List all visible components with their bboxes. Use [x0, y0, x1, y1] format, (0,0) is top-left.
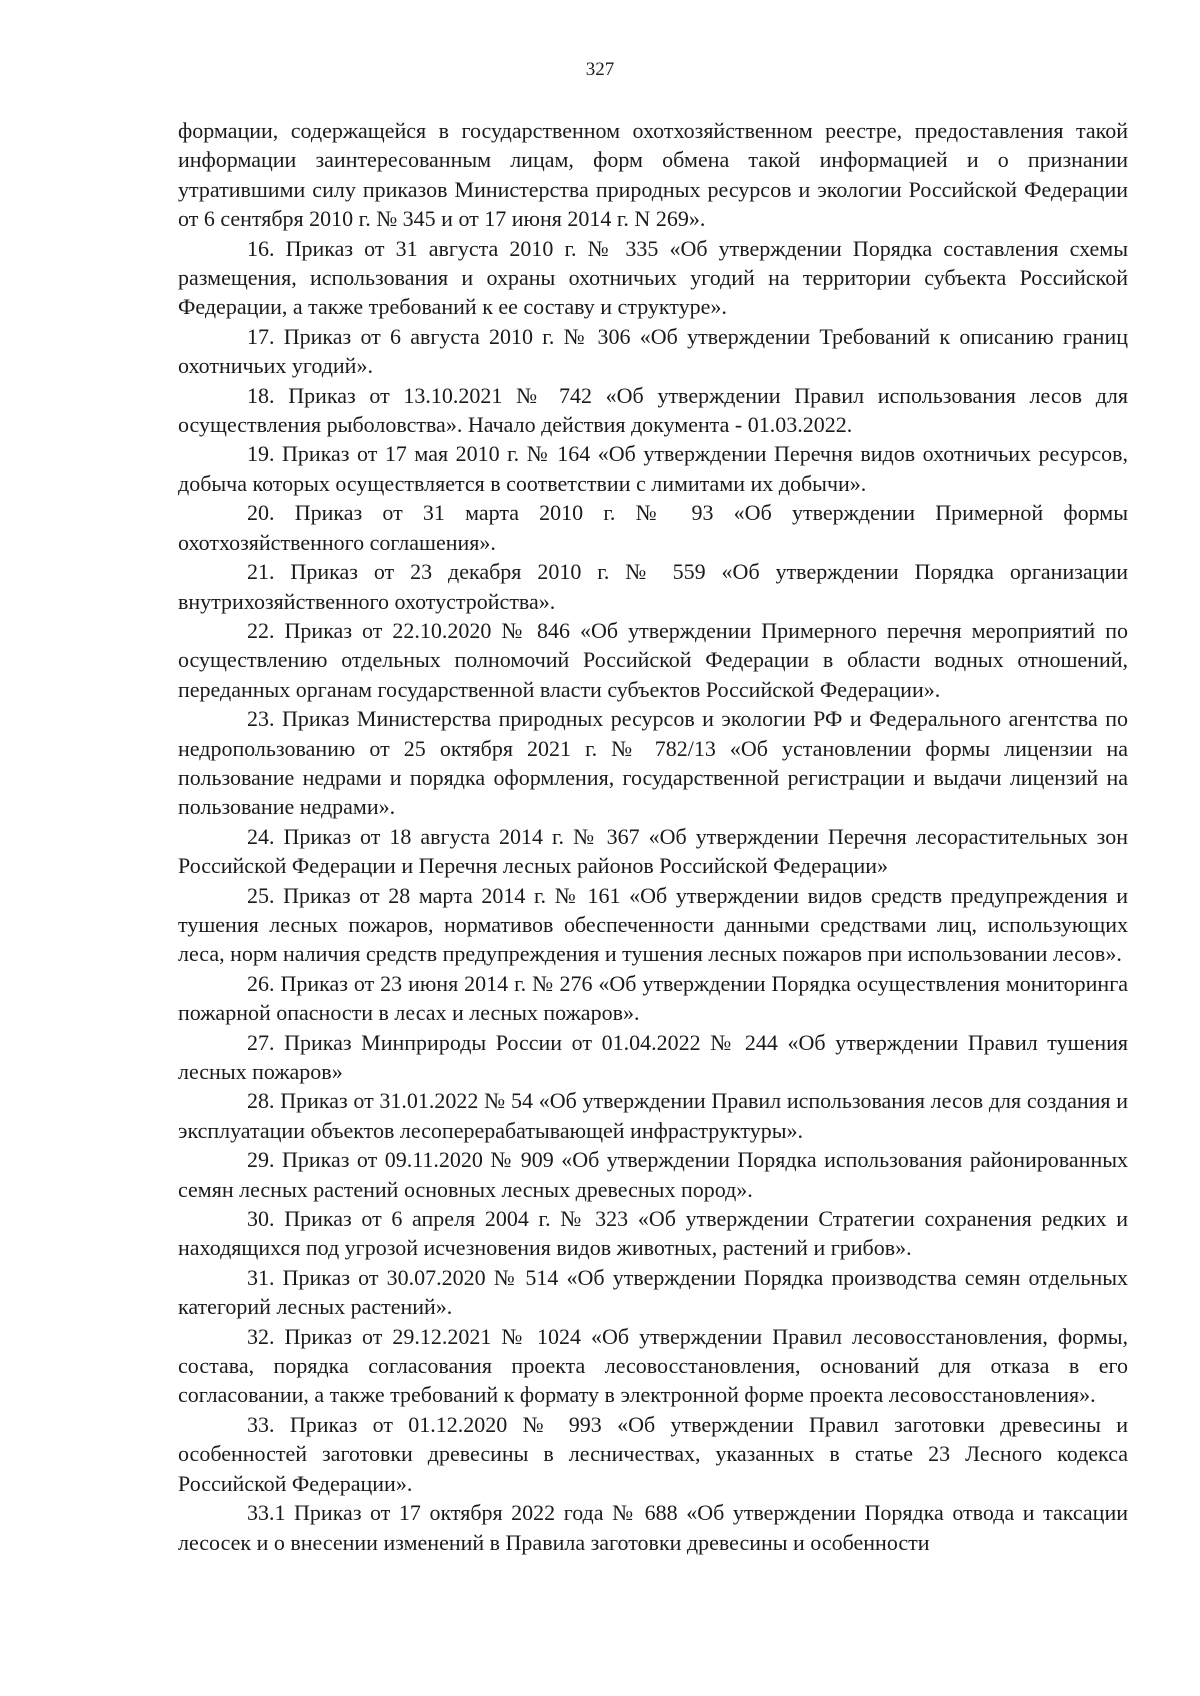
- list-item-32: 32. Приказ от 29.12.2021 № 1024 «Об утверждении Правил лесовосстановления, формы, состава, порядка согласования проекта лесовосстановления, оснований для отказа в его согласовании, а также требований к формату в электронной форме проекта лесовосстановления».: [178, 1323, 1128, 1408]
- list-item-17: 17. Приказ от 6 августа 2010 г. № 306 «Об утверждении Требований к описанию границ охотничьих угодий».: [178, 323, 1128, 379]
- list-item-30: 30. Приказ от 6 апреля 2004 г. № 323 «Об утверждении Стратегии сохранения редких и находящихся под угрозой исчезновения видов животных, растений и грибов».: [178, 1206, 1128, 1261]
- list-item-24: 24. Приказ от 18 августа 2014 г. № 367 «Об утверждении Перечня лесорастительных зон Российской Федерации и Перечня лесных районов Российской Федерации»: [178, 823, 1128, 879]
- page-number: 327: [585, 59, 615, 80]
- list-item-28: 28. Приказ от 31.01.2022 № 54 «Об утверждении Правил использования лесов для создания и эксплуатации объектов лесоперерабатывающей инфраструктуры».: [178, 1088, 1128, 1143]
- list-item-19: 19. Приказ от 17 мая 2010 г. № 164 «Об утверждении Перечня видов охотничьих ресурсов, добыча которых осуществляется в соответствии с лимитами их добычи».: [178, 441, 1128, 496]
- paragraph-continuation: формации, содержащейся в государственном охотхозяйственном реестре, предоставления такой информации заинтересованным лицам, форм обмена такой информацией и о признании утратившими силу приказов Министерства природных ресурсов и экологии Российской Федерации от 6 сентября 2010 г. № 345 и от 17 июня 2014 г. N 269».: [178, 118, 1128, 232]
- document-body: [178, 116, 1128, 1557]
- list-item-21: 21. Приказ от 23 декабря 2010 г. № 559 «Об утверждении Порядка организации внутрихозяйственного охотустройства».: [178, 559, 1128, 614]
- list-item-29: 29. Приказ от 09.11.2020 № 909 «Об утверждении Порядка использования районированных семян лесных растений основных лесных древесных пород».: [178, 1147, 1128, 1202]
- list-item-31: 31. Приказ от 30.07.2020 № 514 «Об утверждении Порядка производства семян отдельных категорий лесных растений».: [178, 1264, 1128, 1320]
- list-item-27: 27. Приказ Минприроды России от 01.04.2022 № 244 «Об утверждении Правил тушения лесных пожаров»: [178, 1029, 1128, 1084]
- list-item-26: 26. Приказ от 23 июня 2014 г. № 276 «Об утверждении Порядка осуществления мониторинга пожарной опасности в лесах и лесных пожаров».: [178, 970, 1128, 1026]
- list-item-16: 16. Приказ от 31 августа 2010 г. № 335 «Об утверждении Порядка составления схемы размещения, использования и охраны охотничьих угодий на территории субъекта Российской Федерации, а также требований к ее составу и структуре».: [178, 235, 1128, 320]
- list-item-18: 18. Приказ от 13.10.2021 № 742 «Об утверждении Правил использования лесов для осуществления рыболовства». Начало действия документа - 01.03.2022.: [178, 382, 1128, 438]
- list-item-20: 20. Приказ от 31 марта 2010 г. № 93 «Об утверждении Примерной формы охотхозяйственного соглашения».: [178, 500, 1128, 555]
- list-item-22: 22. Приказ от 22.10.2020 № 846 «Об утверждении Примерного перечня мероприятий по осуществлению отдельных полномочий Российской Федерации в области водных отношений, переданных органам государственной власти субъектов Российской Федерации».: [178, 617, 1128, 702]
- list-item-33-1: 33.1 Приказ от 17 октября 2022 года № 688 «Об утверждении Порядка отвода и таксации лесосек и о внесении изменений в Правила заготовки древесины и особенности: [178, 1500, 1128, 1555]
- list-item-23: 23. Приказ Министерства природных ресурсов и экологии РФ и Федерального агентства по недропользованию от 25 октября 2021 г. № 782/13 «Об установлении формы лицензии на пользование недрами и порядка оформления, государственной регистрации и выдачи лицензий на пользование недрами».: [178, 706, 1128, 820]
- list-item-33: 33. Приказ от 01.12.2020 № 993 «Об утверждении Правил заготовки древесины и особенностей заготовки древесины в лесничествах, указанных в статье 23 Лесного кодекса Российской Федерации».: [178, 1411, 1128, 1496]
- list-item-25: 25. Приказ от 28 марта 2014 г. № 161 «Об утверждении видов средств предупреждения и тушения лесных пожаров, нормативов обеспеченности данными средствами лиц, использующих леса, норм наличия средств предупреждения и тушения лесных пожаров при использовании лесов».: [178, 882, 1128, 967]
